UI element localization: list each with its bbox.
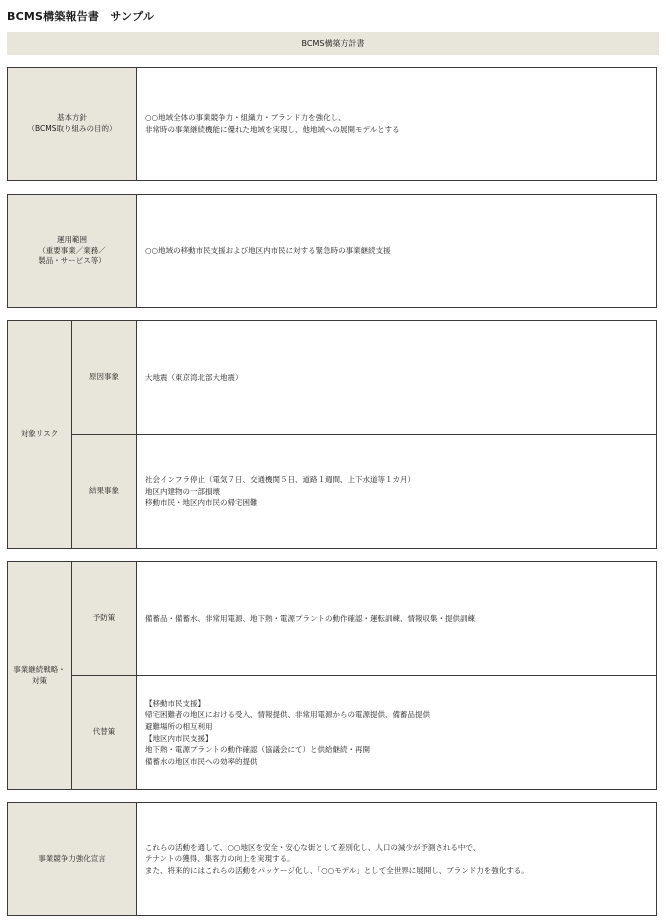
section-scope <box>7 194 657 308</box>
alternative-label <box>72 676 137 789</box>
continuity-label-line: 対策 <box>32 675 47 685</box>
prevention-content <box>137 562 656 675</box>
alternative-text-line: 備蓄水の地区市民への効率的提供 <box>145 756 258 766</box>
basic-policy-label-line: （BCMS取り組みの目的） <box>27 124 117 133</box>
risk-cause-row <box>72 321 656 434</box>
alternative-text-line: 避難場所の相互利用 <box>145 721 213 731</box>
alternative-row <box>72 675 656 789</box>
declaration-text-line: テナントの獲得、集客力の向上を実現する。 <box>145 854 295 864</box>
alternative-text-line: 【地区内市民支援】 <box>145 733 213 743</box>
cause-label <box>72 321 137 434</box>
target-risk-label-text: 対象リスク <box>20 429 59 439</box>
result-text-line: 地区内建物の一部損壊 <box>145 486 220 496</box>
continuity-label-line: 事業継続戦略・ <box>13 664 66 674</box>
basic-policy-text-line: ○○地域全体の事業競争力・組織力・ブランド力を強化し、 <box>145 113 346 123</box>
scope-label-line: 製品・サービス等） <box>38 256 106 266</box>
basic-policy-content <box>137 68 656 180</box>
alternative-text-line: 地下熱・電源プラントの動作確認（協議会にて）と供給継続・再開 <box>145 745 370 755</box>
alternative-label-text: 代替策 <box>92 727 116 737</box>
section-basic-policy <box>7 67 657 181</box>
document-title: BCMS構築報告書 サンプル <box>7 10 155 23</box>
basic-policy-label <box>8 68 137 180</box>
cause-label-text: 原因事象 <box>89 372 119 382</box>
alternative-text-line: 帰宅困難者の地区における受入、情報提供、非常用電源からの電源提供、備蓄品提供 <box>145 710 430 720</box>
plan-band-header <box>7 32 659 55</box>
band-title: BCMS構築方計書 <box>301 39 365 48</box>
alternative-text-line: 【移動市民支援】 <box>145 698 205 708</box>
target-risk-label <box>8 321 72 548</box>
risk-result-row <box>72 434 656 548</box>
prevention-text-line: 備蓄品・備蓄水、非常用電源、地下熱・電源プラントの動作確認・運転訓練、情報収集・提供訓練 <box>145 613 475 623</box>
declaration-text-line: これらの活動を通して、○○地区を安全・安心な街として差別化し、人口の減少が予測される中で、 <box>145 842 481 852</box>
result-label <box>72 435 137 548</box>
section-continuity-strategy <box>7 561 657 790</box>
declaration-label <box>8 803 137 915</box>
declaration-label-text: 事業競争力強化宣言 <box>38 853 106 863</box>
prevention-label <box>72 562 137 675</box>
section-target-risk <box>7 320 657 549</box>
scope-content <box>137 195 656 307</box>
basic-policy-label-line: 基本方針 <box>56 113 87 123</box>
scope-label-line: 運用範囲 <box>57 234 87 244</box>
prevention-label-text: 予防策 <box>92 613 116 623</box>
declaration-content <box>137 803 656 915</box>
scope-label <box>8 195 137 307</box>
cause-content <box>137 321 656 434</box>
continuity-strategy-label <box>8 562 72 789</box>
section-declaration <box>7 802 657 916</box>
alternative-content <box>137 676 656 789</box>
result-text-line: 移動市民・地区内市民の帰宅困難 <box>145 498 258 508</box>
result-label-text: 結果事象 <box>89 486 119 496</box>
result-content <box>137 435 656 548</box>
basic-policy-text-line: 非常時の事業継続機能に優れた地域を実現し、他地域への展開モデルとする <box>145 125 400 134</box>
scope-text-line: ○○地域の移動市民支援および地区内市民に対する緊急時の事業継続支援 <box>145 246 391 256</box>
scope-label-line: （重要事業／業務／ <box>38 245 106 255</box>
prevention-row <box>72 562 656 675</box>
result-text-line: 社会インフラ停止（電気７日、交通機関５日、道路１週間、上下水道等１カ月） <box>145 475 415 485</box>
declaration-text-line: また、将来的にはこれらの活動をパッケージ化し、「○○モデル」として全世界に展開し、ブランド力を強化する。 <box>145 865 529 875</box>
cause-text-line: 大地震（東京湾北部大地震） <box>145 372 243 382</box>
